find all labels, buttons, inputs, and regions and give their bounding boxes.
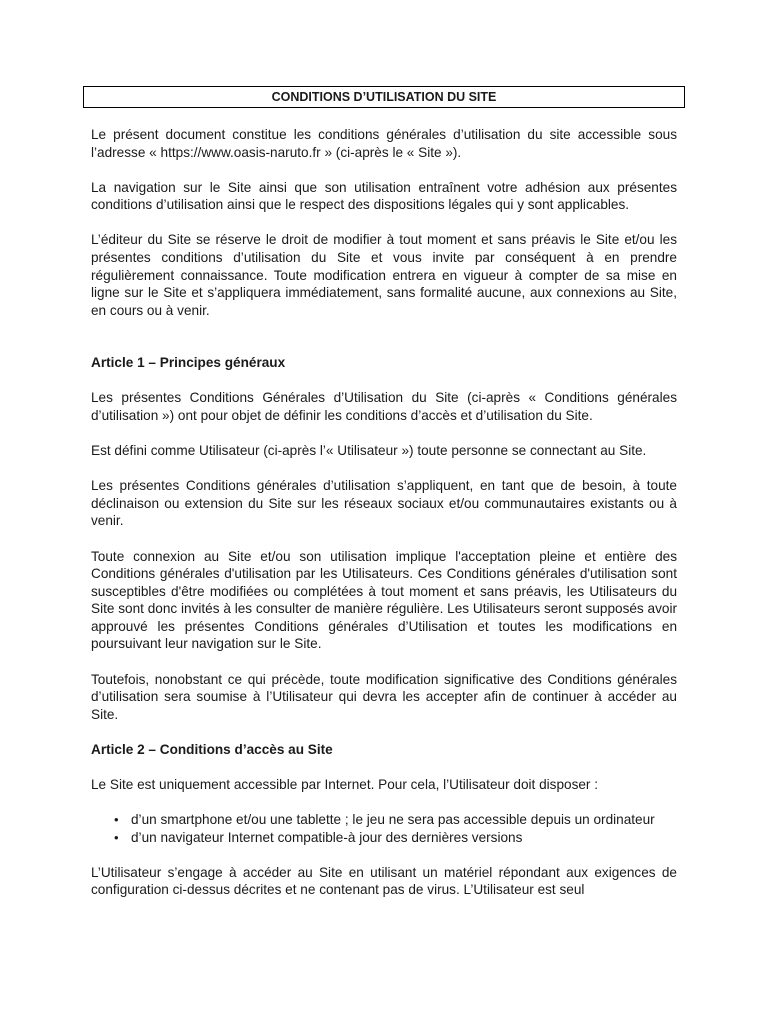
list-item <box>91 829 677 847</box>
list-item-text: d’un navigateur Internet compatible-à jour des dernières versions <box>131 829 523 845</box>
article-1-heading: Article 1 – Principes généraux <box>91 355 286 371</box>
article-1-paragraph-4: Toute connexion au Site et/ou son utilisation implique l'acceptation pleine et entière des Conditions générales d'utilisation par les Utilisateurs. Ces Conditions générales d'utilisation sont susceptibles d'être modifiées ou complétées à tout moment et sans préavis, les Utilisateurs du Site sont donc invités à les consulter de manière régulière. Les Utilisateurs seront supposés avoir approuvé les présentes Conditions générales d’Utilisation et toutes les modifications en poursuivant leur navigation sur le Site. <box>91 548 677 652</box>
article-2-paragraph-1: Le Site est uniquement accessible par Internet. Pour cela, l’Utilisateur doit disposer : <box>91 776 599 792</box>
article-2-heading: Article 2 – Conditions d’accès au Site <box>91 741 333 757</box>
list-item-text: d’un smartphone et/ou une tablette ; le jeu ne sera pas accessible depuis un ordinateur <box>131 812 655 828</box>
intro-paragraph-1: Le présent document constitue les conditions générales d’utilisation du site accessible sous l’adresse « https://www.oasis-naruto.fr » (ci-après le « Site »). <box>91 127 677 160</box>
document-page <box>91 86 677 916</box>
article-2-paragraph-2: L’Utilisateur s’engage à accéder au Site en utilisant un matériel répondant aux exigences de configuration ci-dessus décrites et ne contenant pas de virus. L’Utilisateur est seul <box>91 864 677 898</box>
article-1-paragraph-3: Les présentes Conditions générales d’utilisation s’appliquent, en tant que de besoin, à toute déclinaison ou extension du Site sur les réseaux sociaux et/ou communautaires existants ou à venir. <box>91 478 677 529</box>
article-1-paragraph-1: Les présentes Conditions Générales d’Utilisation du Site (ci-après « Conditions générales d’utilisation ») ont pour objet de définir les conditions d’accès et d’utilisation du Site. <box>91 390 677 424</box>
document-title: CONDITIONS D’UTILISATION DU SITE <box>83 86 685 108</box>
article-1-paragraph-2: Est défini comme Utilisateur (ci-après l’« Utilisateur ») toute personne se connectant au Site. <box>91 443 647 459</box>
bullet-icon: • <box>114 812 119 828</box>
bullet-icon: • <box>114 829 119 845</box>
list-item <box>91 811 677 829</box>
article-1-paragraph-5: Toutefois, nonobstant ce qui précède, toute modification significative des Conditions générales d’utilisation sera soumise à l’Utilisateur qui devra les accepter afin de continuer à accéder au Site. <box>91 671 677 722</box>
intro-paragraph-3: L’éditeur du Site se réserve le droit de modifier à tout moment et sans préavis le Site et/ou les présentes conditions d’utilisation du Site et vous invite par conséquent à en prendre régulièrement connaissance. Toute modification entrera en vigueur à compter de sa mise en ligne sur le Site et s’appliquera immédiatement, sans formalité aucune, aux connexions au Site, en cours ou à venir. <box>91 232 677 318</box>
intro-paragraph-2: La navigation sur le Site ainsi que son utilisation entraînent votre adhésion aux présentes conditions d’utilisation ainsi que le respect des dispositions légales qui y sont applicables. <box>91 179 677 213</box>
requirements-list <box>91 811 677 846</box>
